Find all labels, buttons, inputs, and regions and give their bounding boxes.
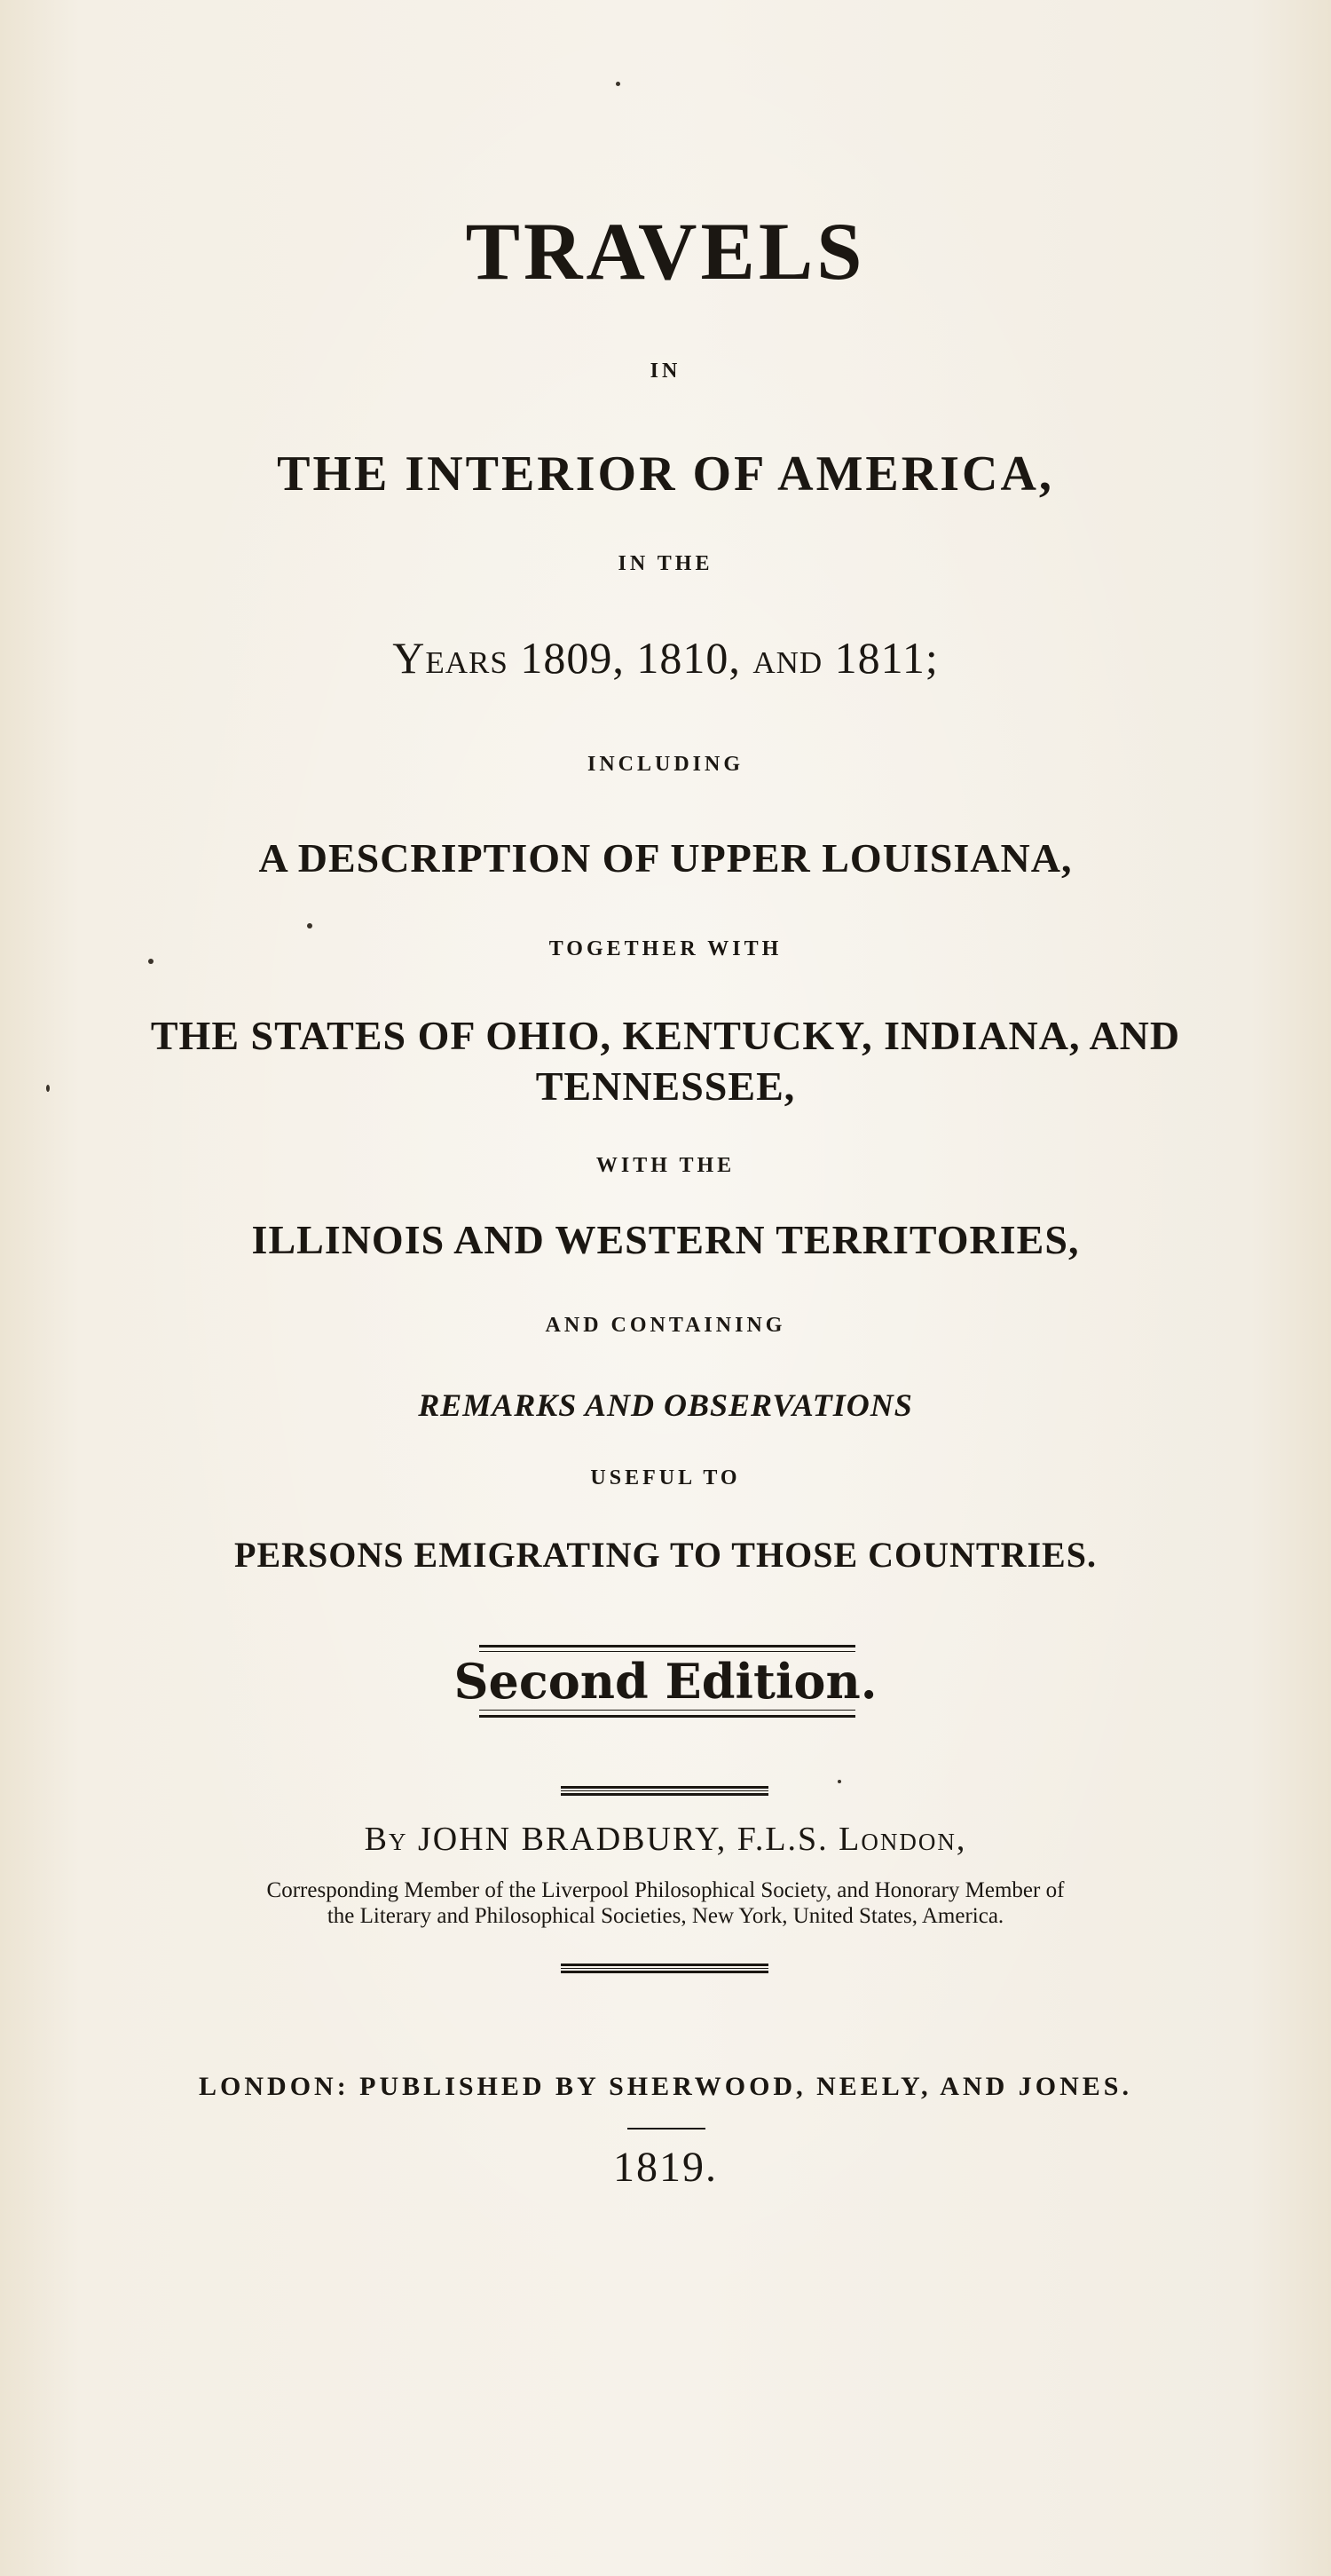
connector-and-containing: AND CONTAINING	[545, 1314, 786, 1337]
imprint-line: LONDON: PUBLISHED BY SHERWOOD, NEELY, AND JONES.	[199, 2072, 1132, 2101]
member-line-1: Corresponding Member of the Liverpool Philosophical Society, and Honorary Member of	[266, 1878, 1065, 1902]
remarks-line: REMARKS AND OBSERVATIONS	[418, 1387, 913, 1423]
edition-label: Second Edition.	[453, 1653, 878, 1710]
double-rule-lower	[561, 1964, 768, 1973]
author-line: By JOHN BRADBURY, F.L.S. London,	[364, 1821, 967, 1858]
ink-speck	[148, 959, 154, 964]
year-rule	[627, 2128, 705, 2130]
book-title: TRAVELS	[465, 206, 866, 296]
connector-in-the: IN THE	[618, 552, 713, 575]
connector-including: INCLUDING	[587, 753, 744, 776]
ink-speck	[616, 82, 620, 86]
connector-useful-to: USEFUL TO	[590, 1466, 741, 1489]
territories-line: ILLINOIS AND WESTERN TERRITORIES,	[251, 1217, 1080, 1262]
ink-speck	[838, 1780, 841, 1783]
persons-line: PERSONS EMIGRATING TO THOSE COUNTRIES.	[234, 1535, 1097, 1575]
connector-in: IN	[650, 360, 681, 383]
edition-rule-top	[479, 1645, 855, 1648]
connector-with-the: WITH THE	[595, 1154, 736, 1177]
double-rule-upper	[561, 1786, 768, 1796]
description-line: A DESCRIPTION OF UPPER LOUISIANA,	[258, 835, 1073, 881]
states-line-1: THE STATES OF OHIO, KENTUCKY, INDIANA, AND	[150, 1013, 1181, 1058]
years-line: Years 1809, 1810, and 1811;	[392, 633, 939, 683]
connector-together-with: TOGETHER WITH	[548, 937, 783, 960]
ink-speck	[307, 923, 312, 928]
edition-rule-bottom-thin	[479, 1710, 855, 1711]
ink-speck	[46, 1085, 50, 1092]
publication-year: 1819.	[613, 2144, 718, 2191]
states-line-2: TENNESSEE,	[535, 1063, 796, 1109]
subject-heading: THE INTERIOR OF AMERICA,	[277, 446, 1054, 502]
member-line-2: the Literary and Philosophical Societies, New York, United States, America.	[327, 1904, 1004, 1928]
edition-rule-top-thin	[479, 1651, 855, 1652]
edition-rule-bottom	[479, 1715, 855, 1718]
